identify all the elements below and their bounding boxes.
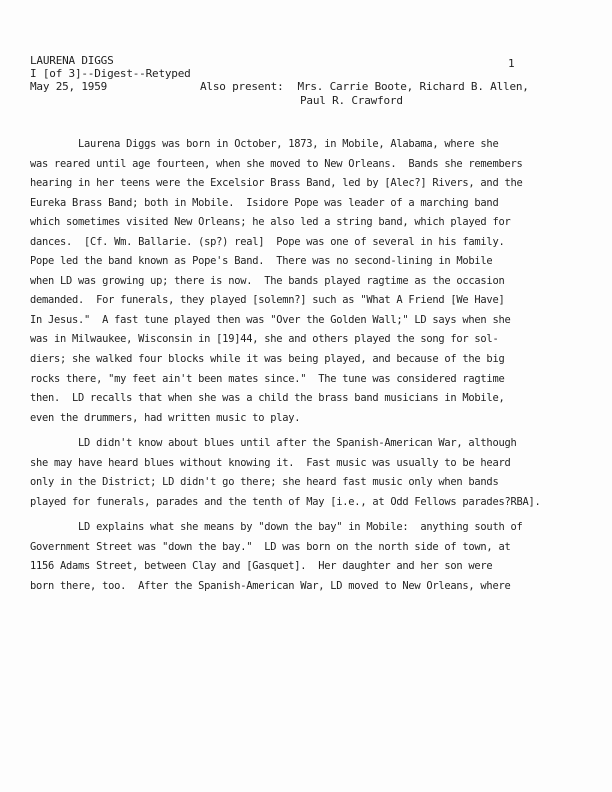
also-present-block bbox=[200, 80, 529, 108]
also-present-names-line2: Paul R. Crawford bbox=[300, 94, 403, 107]
text-line: demanded. For funerals, they played [solemn?] such as "What A Friend [We Have] bbox=[30, 294, 505, 307]
text-line: was in Milwaukee, Wisconsin in [19]44, she and others played the song for sol- bbox=[30, 333, 499, 346]
document-descriptor: I [of 3]--Digest--Retyped bbox=[30, 67, 191, 80]
text-line: rocks there, "my feet ain't been mates since." The tune was considered ragtime bbox=[30, 372, 505, 385]
paragraph bbox=[30, 518, 550, 596]
document-body bbox=[30, 135, 550, 597]
text-line: LD didn't know about blues until after the Spanish-American War, although bbox=[30, 437, 517, 450]
text-line: Laurena Diggs was born in October, 1873, in Mobile, Alabama, where she bbox=[30, 138, 499, 150]
text-line: Eureka Brass Band; both in Mobile. Isidore Pope was leader of a marching band bbox=[30, 196, 499, 209]
text-line: even the drummers, had written music to play. bbox=[30, 411, 301, 424]
text-line: hearing in her teens were the Excelsior Brass Band, led by [Alec?] Rivers, and the bbox=[30, 177, 523, 190]
also-present-names-line1: Mrs. Carrie Boote, Richard B. Allen, bbox=[297, 80, 529, 93]
interviewee-name: LAURENA DIGGS bbox=[30, 54, 114, 67]
also-present-label: Also present: bbox=[200, 80, 284, 93]
text-line: only in the District; LD didn't go there; she heard fast music only when bands bbox=[30, 476, 499, 489]
text-line: In Jesus." A fast tune played then was "Over the Golden Wall;" LD says when she bbox=[30, 313, 511, 326]
page-number: 1 bbox=[508, 57, 515, 70]
text-line: LD explains what she means by "down the bay" in Mobile: anything south of bbox=[30, 521, 523, 534]
paragraph bbox=[30, 135, 550, 428]
text-line: diers; she walked four blocks while it was being played, and because of the big bbox=[30, 353, 505, 366]
document-header bbox=[30, 54, 191, 93]
text-line: played for funerals, parades and the tenth of May [i.e., at Odd Fellows parades?RBA]. bbox=[30, 495, 541, 508]
text-line: she may have heard blues without knowing it. Fast music was usually to be heard bbox=[30, 456, 511, 469]
text-line: when LD was growing up; there is now. The bands played ragtime as the occasion bbox=[30, 274, 505, 287]
text-line: born there, too. After the Spanish-American War, LD moved to New Orleans, where bbox=[30, 580, 511, 593]
text-line: then. LD recalls that when she was a child the brass band musicians in Mobile, bbox=[30, 392, 505, 405]
text-line: Government Street was "down the bay." LD was born on the north side of town, at bbox=[30, 540, 511, 553]
text-line: which sometimes visited New Orleans; he also led a string band, which played for bbox=[30, 216, 511, 229]
text-line: dances. [Cf. Wm. Ballarie. (sp?) real] Pope was one of several in his family. bbox=[30, 235, 505, 248]
text-line: 1156 Adams Street, between Clay and [Gasquet]. Her daughter and her son were bbox=[30, 560, 493, 573]
interview-date: May 25, 1959 bbox=[30, 80, 108, 93]
text-line: Pope led the band known as Pope's Band. There was no second-lining in Mobile bbox=[30, 255, 493, 268]
paragraph bbox=[30, 434, 550, 512]
text-line: was reared until age fourteen, when she moved to New Orleans. Bands she remembers bbox=[30, 157, 523, 170]
